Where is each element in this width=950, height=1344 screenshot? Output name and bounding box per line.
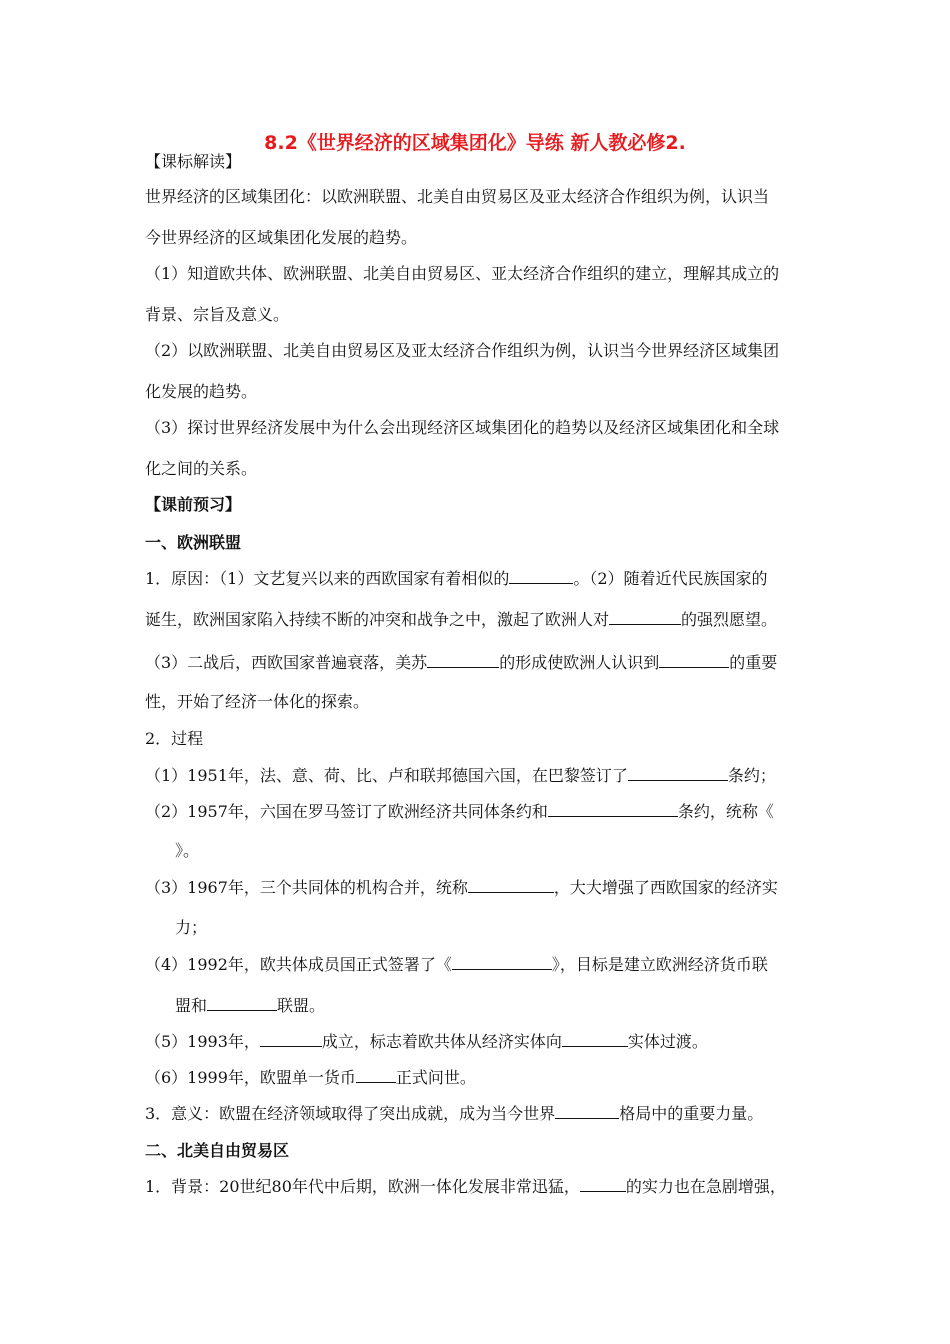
- eu-process-4-cont: [175, 995, 325, 1016]
- fill-blank[interactable]: [427, 652, 499, 668]
- eu-process-1: [145, 765, 776, 786]
- heading-eu: 一、欧洲联盟: [145, 533, 242, 552]
- eu-reason-text-6: 的形成使欧洲人认识到: [499, 653, 660, 672]
- eu-process-4-text-c: 盟和: [175, 996, 208, 1015]
- kebiao-item-1b: 背景、宗旨及意义。: [145, 305, 290, 324]
- eu-process-3-cont: 力；: [175, 918, 208, 937]
- eu-process-6-text-a: （6）1999年，欧盟单一货币: [145, 1068, 356, 1087]
- eu-reason-text-7: 的重要: [729, 653, 778, 672]
- eu-reason-line-1: [145, 568, 768, 589]
- kebiao-item-3a: （3）探讨世界经济发展中为什么会出现经济区域集团化的趋势以及经济区域集团化和全球: [145, 418, 780, 437]
- eu-process-2-text-b: 条约，统称《: [677, 802, 774, 821]
- eu-significance-text-b: 格局中的重要力量。: [619, 1104, 764, 1123]
- eu-significance: [145, 1103, 763, 1124]
- fill-blank[interactable]: [468, 877, 554, 893]
- kebiao-item-3b: 化之间的关系。: [145, 459, 258, 478]
- eu-process-heading: 2．过程: [145, 729, 204, 748]
- fill-blank[interactable]: [555, 1103, 619, 1119]
- eu-reason-text-2: 。（2）随着近代民族国家的: [573, 569, 768, 588]
- document-title: 8.2《世界经济的区域集团化》导练 新人教必修2.: [264, 132, 686, 154]
- fill-blank[interactable]: [356, 1067, 396, 1083]
- kebiao-para-1a: 世界经济的区域集团化：以欧洲联盟、北美自由贸易区及亚太经济合作组织为例，认识当: [145, 187, 770, 206]
- eu-process-2-text-a: （2）1957年，六国在罗马签订了欧洲经济共同体条约和: [145, 802, 548, 821]
- eu-process-5-text-a: （5）1993年，: [145, 1032, 260, 1051]
- eu-reason-text-3: 诞生，欧洲国家陷入持续不断的冲突和战争之中，激起了欧洲人对: [145, 610, 610, 629]
- kebiao-item-1a: （1）知道欧共体、欧洲联盟、北美自由贸易区、亚太经济合作组织的建立，理解其成立的: [145, 264, 780, 283]
- eu-reason-line-2: [145, 609, 777, 630]
- eu-reason-text-1: 1．原因：（1）文艺复兴以来的西欧国家有着相似的: [145, 569, 510, 588]
- eu-process-4: [145, 954, 768, 975]
- eu-process-4-text-a: （4）1992年，欧共体成员国正式签署了《: [145, 955, 452, 974]
- fill-blank[interactable]: [207, 995, 277, 1011]
- eu-process-1-text-b: 条约；: [727, 766, 776, 785]
- eu-process-6-text-b: 正式问世。: [395, 1068, 476, 1087]
- eu-process-5-text-c: 实体过渡。: [627, 1032, 708, 1051]
- eu-process-5: [145, 1031, 708, 1052]
- eu-significance-text-a: 3．意义：欧盟在经济领域取得了突出成就，成为当今世界: [145, 1104, 556, 1123]
- nafta-background: [145, 1176, 786, 1197]
- eu-process-1-text-a: （1）1951年，法、意、荷、比、卢和联邦德国六国，在巴黎签订了: [145, 766, 628, 785]
- kebiao-item-2b: 化发展的趋势。: [145, 382, 258, 401]
- fill-blank[interactable]: [580, 1176, 626, 1192]
- eu-process-4-text-d: 联盟。: [277, 996, 326, 1015]
- fill-blank[interactable]: [509, 568, 573, 584]
- eu-reason-line-4: 性，开始了经济一体化的探索。: [145, 692, 370, 711]
- eu-process-5-text-b: 成立，标志着欧共体从经济实体向: [321, 1032, 562, 1051]
- nafta-background-text-b: 的实力也在急剧增强，: [625, 1177, 786, 1196]
- eu-process-2-cont: 》。: [175, 841, 200, 860]
- eu-reason-text-4: 的强烈愿望。: [681, 610, 778, 629]
- eu-process-3-text-b: ，大大增强了西欧国家的经济实: [553, 878, 778, 897]
- eu-reason-text-5: （3）二战后，西欧国家普遍衰落，美苏: [145, 653, 428, 672]
- eu-process-2: [145, 801, 774, 822]
- kebiao-item-2a: （2）以欧洲联盟、北美自由贸易区及亚太经济合作组织为例，认识当今世界经济区域集团: [145, 341, 780, 360]
- heading-nafta: 二、北美自由贸易区: [145, 1141, 290, 1160]
- section-heading-kebiao: 【课标解读】: [145, 152, 242, 171]
- eu-process-3-text-a: （3）1967年，三个共同体的机构合并，统称: [145, 878, 468, 897]
- eu-reason-line-3: [145, 652, 777, 673]
- fill-blank[interactable]: [260, 1031, 322, 1047]
- fill-blank[interactable]: [562, 1031, 628, 1047]
- fill-blank[interactable]: [452, 954, 552, 970]
- eu-process-3: [145, 877, 778, 898]
- eu-process-6: [145, 1067, 476, 1088]
- fill-blank[interactable]: [548, 801, 678, 817]
- eu-process-4-text-b: 》，目标是建立欧洲经济货币联: [551, 955, 768, 974]
- nafta-background-text-a: 1．背景：20世纪80年代中后期，欧洲一体化发展非常迅猛，: [145, 1177, 580, 1196]
- fill-blank[interactable]: [609, 609, 681, 625]
- fill-blank[interactable]: [628, 765, 728, 781]
- section-heading-yuxi: 【课前预习】: [145, 495, 242, 514]
- fill-blank[interactable]: [659, 652, 729, 668]
- kebiao-para-1b: 今世界经济的区域集团化发展的趋势。: [145, 228, 418, 247]
